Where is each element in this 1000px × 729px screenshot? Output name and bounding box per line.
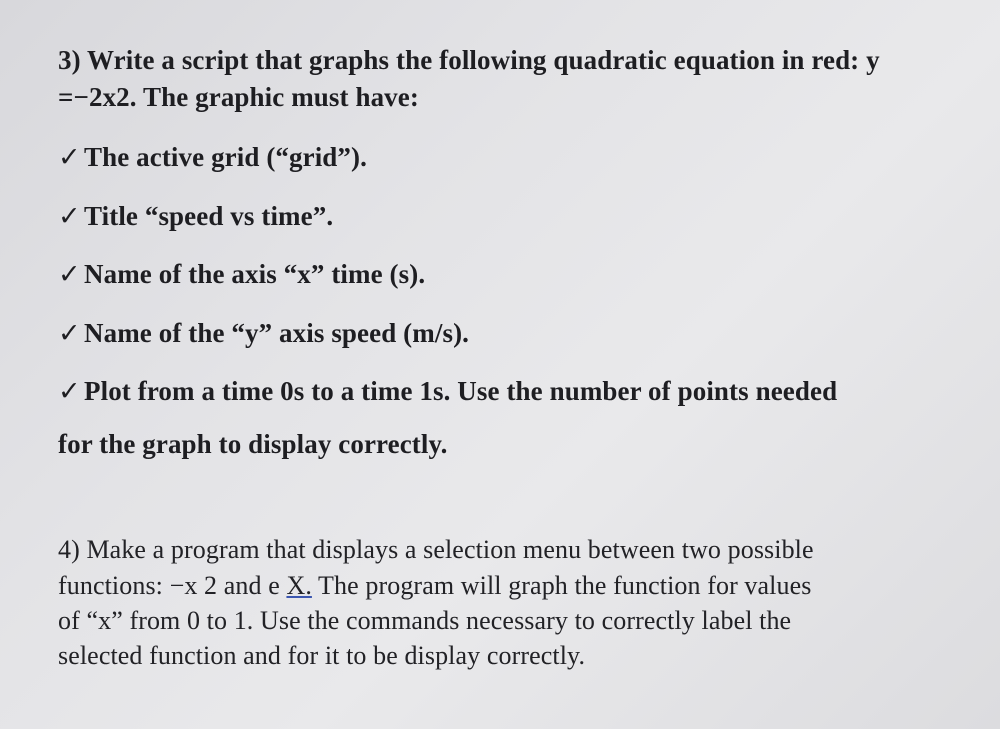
check-icon: ✓ bbox=[58, 318, 81, 348]
requirement-text: Name of the axis “x” time (s). bbox=[84, 259, 426, 289]
q4-line-2 bbox=[58, 570, 811, 602]
check-icon: ✓ bbox=[58, 376, 81, 406]
q3-requirement-title bbox=[58, 200, 333, 232]
q4-line-1: 4) Make a program that displays a selection menu between two possible bbox=[58, 535, 814, 564]
requirement-text: Title “speed vs time”. bbox=[84, 201, 334, 231]
requirement-text: Name of the “y” axis speed (m/s). bbox=[84, 318, 470, 348]
q4-line-2-text-end: The program will graph the function for values bbox=[311, 571, 812, 600]
requirement-text: Plot from a time 0s to a time 1s. Use the number of points needed bbox=[84, 376, 838, 406]
q3-requirement-y-axis bbox=[58, 317, 469, 349]
q4-line-2-text-start: functions: −x 2 and e bbox=[58, 571, 287, 600]
q4-line-4: selected function and for it to be display correctly. bbox=[58, 641, 586, 670]
q3-requirement-plot-range bbox=[58, 375, 837, 407]
check-icon: ✓ bbox=[58, 201, 81, 231]
check-icon: ✓ bbox=[58, 259, 81, 289]
q3-requirement-x-axis bbox=[58, 258, 425, 290]
q3-heading-line-1: 3) Write a script that graphs the following quadratic equation in red: y bbox=[58, 45, 880, 75]
check-icon: ✓ bbox=[58, 142, 81, 172]
requirement-text: The active grid (“grid”). bbox=[84, 142, 367, 172]
q4-line-3: of “x” from 0 to 1. Use the commands necessary to correctly label the bbox=[58, 606, 792, 635]
q3-requirement-plot-range-continued: for the graph to display correctly. bbox=[58, 429, 448, 459]
q4-function-link[interactable]: X. bbox=[286, 571, 312, 600]
q3-heading-line-2: =−2x2. The graphic must have: bbox=[58, 82, 419, 112]
q3-requirement-grid bbox=[58, 141, 367, 173]
